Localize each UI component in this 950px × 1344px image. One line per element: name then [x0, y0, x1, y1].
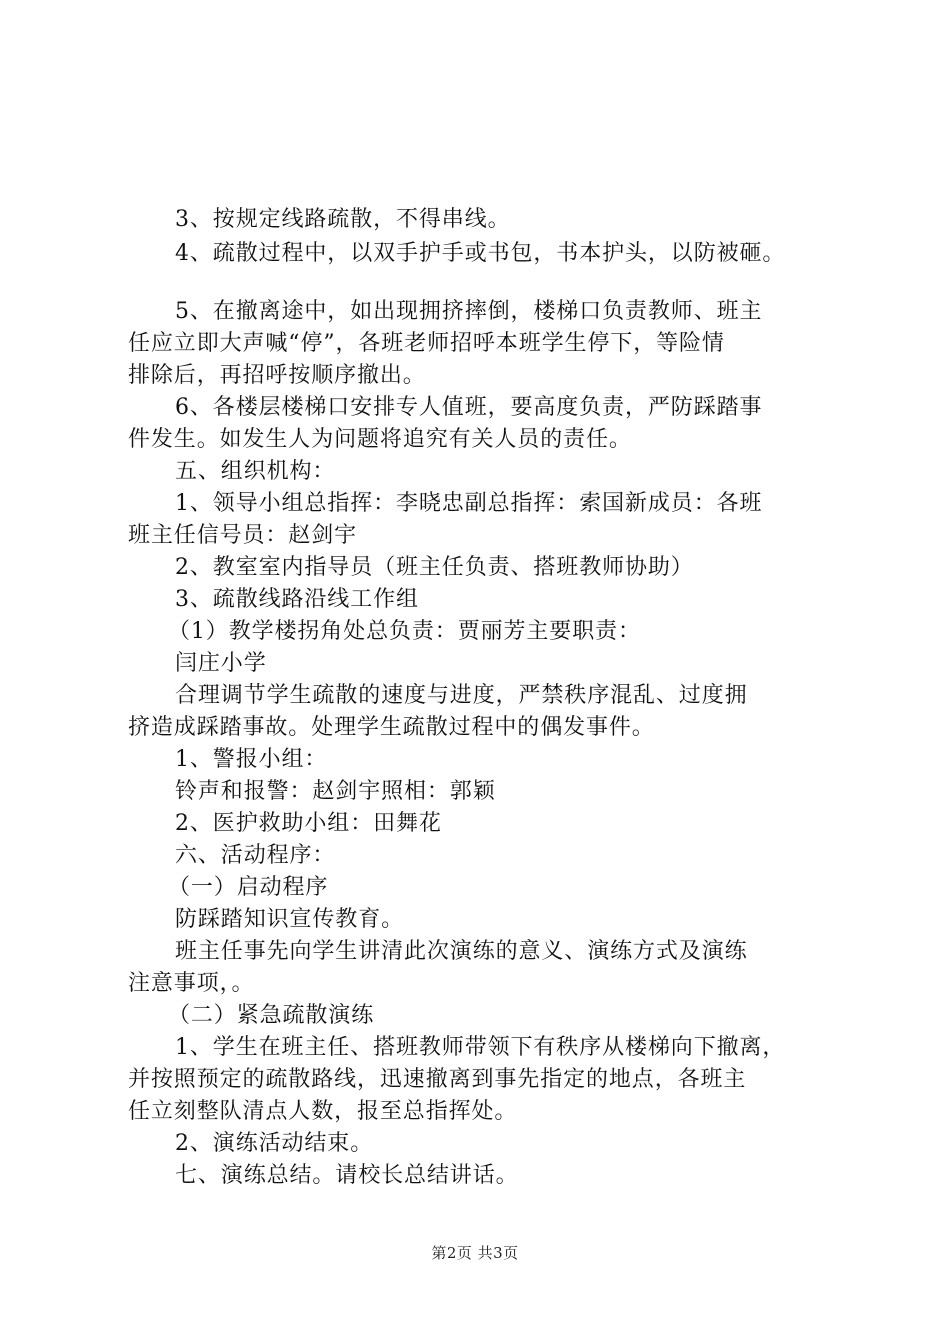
body-line: 2、医护救助小组：田舞花 [175, 811, 442, 836]
body-line: 注意事项，。 [128, 971, 255, 996]
body-line: （1）教学楼拐角处总负责：贾丽芳主要职责： [168, 619, 641, 644]
body-line: 4、疏散过程中，以双手护手或书包，书本护头，以防被砸。 [175, 241, 786, 266]
section-heading: 七、演练总结。请校长总结讲话。 [175, 1163, 519, 1188]
body-line: 5、在撤离途中，如出现拥挤摔倒，楼梯口负责教师、班主 [175, 299, 763, 324]
body-line: 任立刻整队清点人数，报至总指挥处。 [128, 1099, 518, 1124]
body-line: 3、疏散线路沿线工作组 [175, 587, 419, 612]
body-line: 班主任事先向学生讲清此次演练的意义、演练方式及演练 [175, 939, 748, 964]
body-line: 合理调节学生疏散的速度与进度，严禁秩序混乱、过度拥 [175, 683, 748, 708]
body-line: 1、领导小组总指挥：李晓忠副总指挥：索国新成员：各班 [175, 491, 763, 516]
body-line: 2、教室室内指导员（班主任负责、搭班教师协助） [175, 555, 694, 580]
section-heading: 六、活动程序： [175, 843, 336, 868]
body-line: 排除后，再招呼按顺序撤出。 [128, 363, 426, 388]
body-line: 防踩踏知识宣传教育。 [175, 907, 405, 932]
subsection-heading: （一）启动程序 [168, 875, 329, 900]
section-heading: 五、组织机构： [175, 459, 336, 484]
body-line: 班主任信号员：赵剑宇 [128, 523, 358, 548]
body-line: 挤造成踩踏事故。处理学生疏散过程中的偶发事件。 [128, 715, 655, 740]
body-line: 6、各楼层楼梯口安排专人值班，要高度负责，严防踩踏事 [175, 395, 763, 420]
body-line: 闫庄小学 [175, 651, 267, 676]
body-line: 并按照预定的疏散路线，迅速撤离到事先指定的地点，各班主 [128, 1067, 747, 1092]
body-line: 件发生。如发生人为问题将追究有关人员的责任。 [128, 427, 632, 452]
body-line: 铃声和报警：赵剑宇照相：郭颖 [175, 779, 496, 804]
body-line: 2、演练活动结束。 [175, 1131, 374, 1156]
body-line: 1、警报小组： [175, 747, 328, 772]
body-line: 3、按规定线路疏散，不得串线。 [175, 207, 511, 232]
subsection-heading: （二）紧急疏散演练 [168, 1003, 375, 1028]
page-footer: 第2页 共3页 [431, 1244, 519, 1262]
body-line: 1、学生在班主任、搭班教师带领下有秩序从楼梯向下撤离， [175, 1035, 786, 1060]
body-line: 任应立即大声喊“停”，各班老师招呼本班学生停下，等险情 [128, 331, 725, 356]
